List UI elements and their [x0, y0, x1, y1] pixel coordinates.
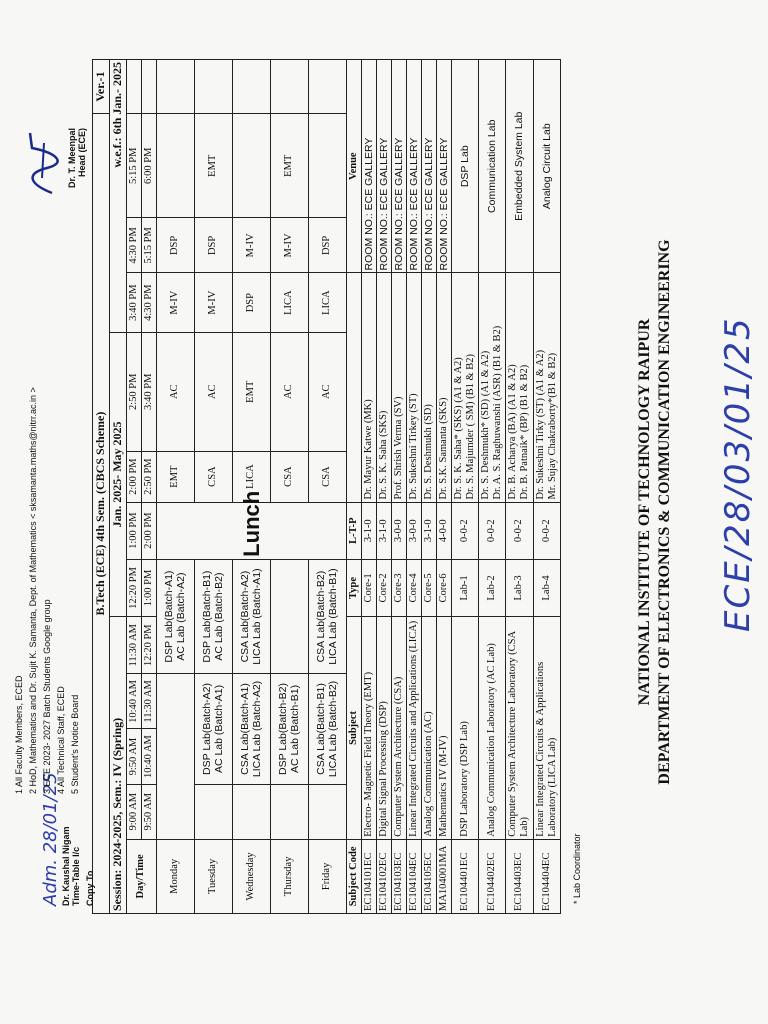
- friday-lab-2: CSA Lab(Batch-B2) LICA Lab (Batch-B1): [308, 559, 346, 674]
- subject-code: MA104001MA: [437, 839, 452, 913]
- slot-start: 4:30 PM: [126, 218, 141, 273]
- subject-type: Lab-1: [452, 559, 479, 616]
- signatory-role-left: Time-Table I/c: [71, 846, 81, 906]
- subject-faculty: Dr. S. Deshmukh* (SD) (A1 & A2) Dr. A. S. Raghuwanshi (ASR) (B1 & B2): [479, 273, 506, 502]
- subject-faculty: Dr. Sukeshni Tirkey (ST): [406, 273, 421, 502]
- subject-type: Lab-3: [506, 559, 533, 616]
- subject-ltp: 0-0-2: [479, 502, 506, 559]
- subject-row: [452, 60, 479, 914]
- subject-code: EC104404EC: [533, 839, 560, 913]
- copy-to-label: Copy To: [85, 870, 95, 906]
- slot-end: 1:00 PM: [141, 559, 156, 616]
- monday-p250: AC: [156, 332, 194, 451]
- subject-venue: Embedded System Lab: [506, 60, 533, 273]
- wednesday-p340: DSP: [232, 273, 270, 332]
- copy-to-item: 2 HoD, Mathematics and Dr. Sujit K. Samanta, Dept. of Mathematics < sksamanta.maths@nitrr.ac.in >: [28, 387, 38, 794]
- slot-start: 2:50 PM: [126, 332, 141, 451]
- subject-faculty: Dr. B. Acharya (BA) (A1 & A2) Dr. B. Patnaik* (BP) (B1 & B2): [506, 273, 533, 502]
- subject-venue: ROOM NO.: ECE GALLERY: [361, 60, 376, 273]
- subject-faculty: Dr. S. Deshmukh (SD): [422, 273, 437, 502]
- subject-venue: ROOM NO.: ECE GALLERY: [391, 60, 406, 273]
- day-time-header: Day/Time: [126, 839, 156, 913]
- tuesday-p430: DSP: [194, 218, 232, 273]
- copy-to-list: [12, 387, 82, 794]
- subject-code: EC104402EC: [479, 839, 506, 913]
- slot-end: 2:50 PM: [141, 451, 156, 502]
- subject-venue: ROOM NO.: ECE GALLERY: [406, 60, 421, 273]
- subject-code: EC104101EC: [361, 839, 376, 913]
- wednesday-lab-1: CSA Lab(Batch-A1) LICA Lab (Batch-A2): [232, 674, 270, 784]
- wef-label: w.e.f.: 6th Jan.- 2025: [109, 60, 126, 333]
- slot-start: 2:00 PM: [126, 451, 141, 502]
- venue-header: Venue: [346, 60, 361, 273]
- subject-ltp: 3-0-0: [406, 502, 421, 559]
- subject-name: Mathematics IV (M-IV): [437, 617, 452, 840]
- friday-p340: LICA: [308, 273, 346, 332]
- subject-venue: Analog Circuit Lab: [533, 60, 560, 273]
- subject-faculty: Dr. S. K. Saha (SKS): [376, 273, 391, 502]
- subject-row: [479, 60, 506, 914]
- department-name: DEPARTMENT OF ELECTRONICS & COMMUNICATION ENGINEERING: [656, 239, 673, 785]
- subjects-table-body: [361, 60, 560, 914]
- subject-venue: Communication Lab: [479, 60, 506, 273]
- friday-p200: CSA: [308, 451, 346, 502]
- subject-type: Lab-2: [479, 559, 506, 616]
- subject-row: [376, 60, 391, 914]
- subject-code-header: Subject Code: [346, 839, 361, 913]
- subject-name: Analog Communication Laboratory (AC Lab): [479, 617, 506, 840]
- subject-code: EC104403EC: [506, 839, 533, 913]
- subject-row: [533, 60, 560, 914]
- subject-name: Digital Signal Processing (DSP): [376, 617, 391, 840]
- slot-end: 9:50 AM: [141, 784, 156, 839]
- signatory-name-left: Dr. Kaushal Nigam: [61, 826, 71, 906]
- monday-p200: EMT: [156, 451, 194, 502]
- slot-start: 10:40 AM: [126, 674, 141, 729]
- subject-row: [391, 60, 406, 914]
- slot-end: 2:00 PM: [141, 502, 156, 559]
- handwritten-signature: Adm. 28/01/25: [40, 772, 61, 906]
- wednesday-p430: M-IV: [232, 218, 270, 273]
- version-label: Ver.-1: [93, 60, 110, 114]
- signatory-role-right: Head (ECE): [77, 128, 87, 178]
- subject-name: Electro- Magnetic Field Theory (EMT): [361, 617, 376, 840]
- subject-header: Subject: [346, 617, 361, 840]
- subject-venue: DSP Lab: [452, 60, 479, 273]
- subject-type: Core-1: [361, 559, 376, 616]
- friday-p430: DSP: [308, 218, 346, 273]
- slot-start: 5:15 PM: [126, 114, 141, 218]
- subject-row: [422, 60, 437, 914]
- subject-ltp: 3-0-0: [391, 502, 406, 559]
- subject-ltp: 3-1-0: [361, 502, 376, 559]
- copy-to-item: 3 ECE 2023- 2027 Batch Students Google group: [42, 599, 52, 794]
- subject-row: [437, 60, 452, 914]
- hod-signature-drawing: [22, 128, 62, 198]
- institute-name: NATIONAL INSTITUTE OF TECHNOLOGY RAIPUR: [636, 318, 653, 706]
- slot-start: 12:20 PM: [126, 559, 141, 616]
- lab-coordinator-note: * Lab Coordinator: [572, 833, 582, 904]
- slot-start: 9:50 AM: [126, 729, 141, 784]
- slot-start: 3:40 PM: [126, 273, 141, 332]
- subject-code: EC104105EC: [422, 839, 437, 913]
- thursday-p200: CSA: [270, 451, 308, 502]
- subject-venue: ROOM NO.: ECE GALLERY: [437, 60, 452, 273]
- slot-start: 11:30 AM: [126, 617, 141, 674]
- wednesday-p200: LICA: [232, 451, 270, 502]
- subject-name: Computer System Architecture Laboratory (CSA Lab): [506, 617, 533, 840]
- day-wednesday: Wednesday: [232, 839, 270, 913]
- subject-faculty: Dr. Mayur Katwe (MK): [361, 273, 376, 502]
- subject-name: Linear Integrated Circuits and Applications (LICA): [406, 617, 421, 840]
- thursday-p250: AC: [270, 332, 308, 451]
- tuesday-lab-2: DSP Lab(Batch-B1) AC Lab (Batch-B2): [194, 559, 232, 674]
- subject-faculty: Dr. S. K. Saha* (SKS) (A1 & A2) Dr. S. Majumder ( SM) (B1 & B2): [452, 273, 479, 502]
- monday-p340: M-IV: [156, 273, 194, 332]
- subject-code: EC104401EC: [452, 839, 479, 913]
- subject-venue: ROOM NO.: ECE GALLERY: [376, 60, 391, 273]
- slot-end: 10:40 AM: [141, 729, 156, 784]
- day-thursday: Thursday: [270, 839, 308, 913]
- programme-title: B.Tech (ECE) 4th Sem. (CBCS Scheme): [93, 114, 110, 914]
- subject-code: EC104103EC: [391, 839, 406, 913]
- tuesday-p340: M-IV: [194, 273, 232, 332]
- wednesday-p250: EMT: [232, 332, 270, 451]
- subject-type: Core-5: [422, 559, 437, 616]
- lunch-break: Lunch: [156, 502, 346, 559]
- slot-end: 3:40 PM: [141, 332, 156, 451]
- subject-type: Lab-4: [533, 559, 560, 616]
- subject-code: EC104104EC: [406, 839, 421, 913]
- tuesday-p515: EMT: [194, 114, 232, 218]
- monday-p430: DSP: [156, 218, 194, 273]
- subject-ltp: 3-1-0: [422, 502, 437, 559]
- slot-end: 5:15 PM: [141, 218, 156, 273]
- friday-p250: AC: [308, 332, 346, 451]
- friday-lab-1: CSA Lab(Batch-B1) LICA Lab (Batch-B2): [308, 674, 346, 784]
- subject-ltp: 0-0-2: [506, 502, 533, 559]
- thursday-lab: DSP Lab(Batch-B2) AC Lab (Batch-B1): [270, 674, 308, 784]
- subject-name: Computer System Architecture (CSA): [391, 617, 406, 840]
- subject-row: [506, 60, 533, 914]
- slot-start: 9:00 AM: [126, 784, 141, 839]
- subject-ltp: 4-0-0: [437, 502, 452, 559]
- subject-ltp: 3-1-0: [376, 502, 391, 559]
- subject-row: [361, 60, 376, 914]
- subject-faculty: Dr. Sukeshni Tirky (ST) (A1 & A2) Mr. Sujay Chakraborty*(B1 & B2): [533, 273, 560, 502]
- day-tuesday: Tuesday: [194, 839, 232, 913]
- day-friday: Friday: [308, 839, 346, 913]
- subject-type: Core-3: [391, 559, 406, 616]
- wednesday-lab-2: CSA Lab(Batch-A2) LICA Lab (Batch-A1): [232, 559, 270, 674]
- subject-type: Core-6: [437, 559, 452, 616]
- timetable-table: [92, 59, 561, 914]
- subject-name: Linear Integrated Circuits & Applications Laboratory (LICA Lab): [533, 617, 560, 840]
- copy-to-item: 4 All Technical Staff, ECED: [56, 686, 66, 794]
- thursday-p515: EMT: [270, 114, 308, 218]
- subject-name: DSP Laboratory (DSP Lab): [452, 617, 479, 840]
- tuesday-lab-1: DSP Lab(Batch-A2) AC Lab (Batch-A1): [194, 674, 232, 784]
- slot-start: 1:00 PM: [126, 502, 141, 559]
- thursday-p430: M-IV: [270, 218, 308, 273]
- subject-type: Core-4: [406, 559, 421, 616]
- tuesday-p250: AC: [194, 332, 232, 451]
- subject-type: Core-2: [376, 559, 391, 616]
- term-label: Jan. 2025- May 2025: [109, 332, 126, 616]
- monday-lab: DSP Lab(Batch-A1) AC Lab (Batch-A2): [156, 559, 194, 674]
- session-label: Session: 2024-2025, Sem.: IV (Spring): [109, 617, 126, 914]
- subject-ltp: 0-0-2: [452, 502, 479, 559]
- copy-to-item: 5 Student's Notice Board: [70, 694, 80, 794]
- subject-code: EC104102EC: [376, 839, 391, 913]
- ltp-header: L-T-P: [346, 502, 361, 559]
- tuesday-p200: CSA: [194, 451, 232, 502]
- slot-end: 12:20 PM: [141, 617, 156, 674]
- slot-end: 4:30 PM: [141, 273, 156, 332]
- subject-name: Analog Communication (AC): [422, 617, 437, 840]
- subject-faculty: Prof. Shrish Verma (SV): [391, 273, 406, 502]
- thursday-p340: LICA: [270, 273, 308, 332]
- copy-to-item: 1 All Faculty Members, ECED: [14, 675, 24, 794]
- subject-ltp: 0-0-2: [533, 502, 560, 559]
- handwritten-reference-number: ECE/28/03/01/25: [718, 316, 758, 632]
- signatory-name-right: Dr. T. Meenpal: [67, 128, 77, 189]
- day-monday: Monday: [156, 839, 194, 913]
- type-header: Type: [346, 559, 361, 616]
- slot-end: 11:30 AM: [141, 674, 156, 729]
- subject-faculty: Dr. S.K. Samanta (SKS): [437, 273, 452, 502]
- slot-end: 6:00 PM: [141, 114, 156, 218]
- subject-row: [406, 60, 421, 914]
- head-signature: [22, 128, 87, 198]
- subject-venue: ROOM NO.: ECE GALLERY: [422, 60, 437, 273]
